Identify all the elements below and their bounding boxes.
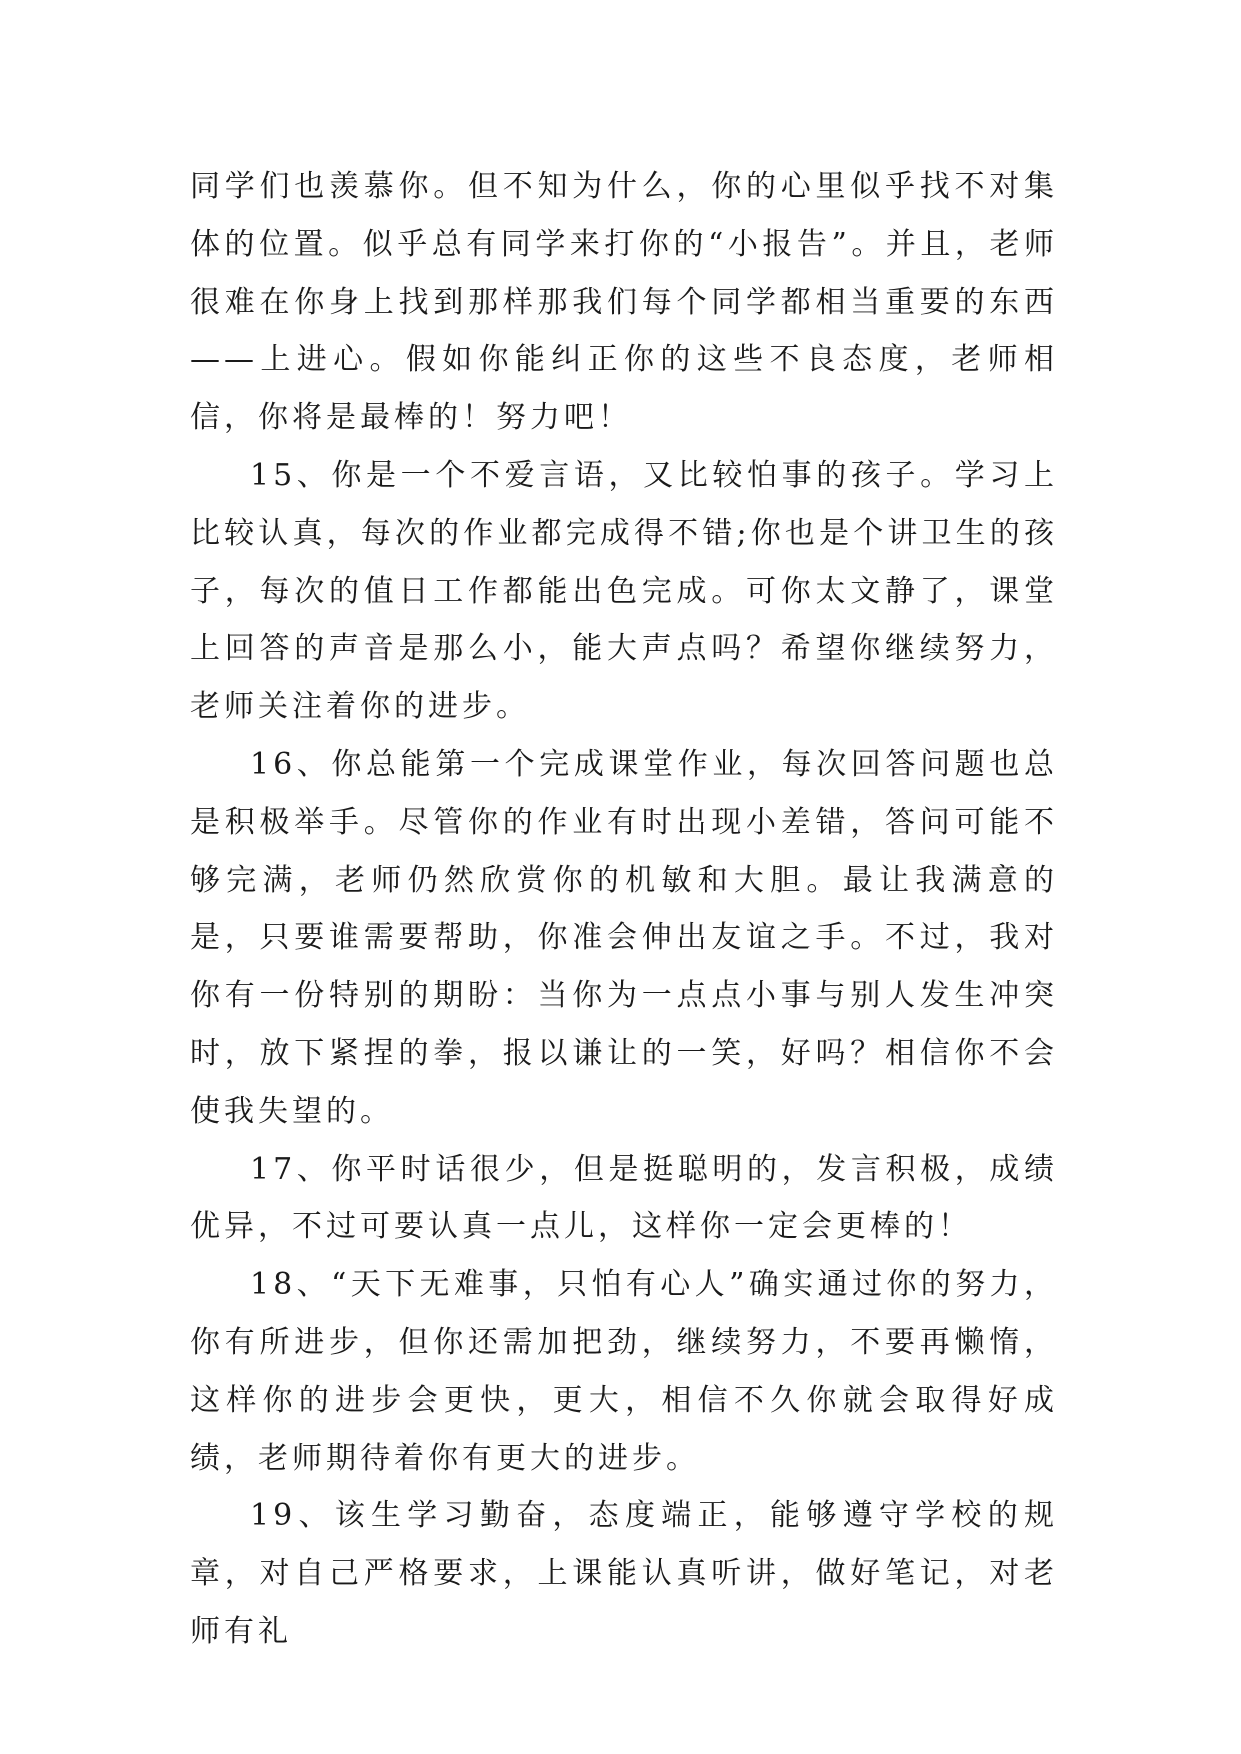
paragraph-comment-15: 15、你是一个不爱言语，又比较怕事的孩子。学习上比较认真，每次的作业都完成得不错;你也是个讲卫生的孩子，每次的值日工作都能出色完成。可你太文静了，课堂上回答的声音是那么小，能大声点吗？希望你继续努力，老师关注着你的进步。 [190,457,1058,725]
document-body [190,158,1058,1661]
paragraph-continuation: 同学们也羡慕你。但不知为什么，你的心里似乎找不对集体的位置。似乎总有同学来打你的“小报告”。并且，老师很难在你身上找到那样那我们每个同学都相当重要的东西——上进心。假如你能纠正你的这些不良态度，老师相信，你将是最棒的！努力吧！ [190,169,1058,436]
paragraph-comment-19: 19、该生学习勤奋，态度端正，能够遵守学校的规章，对自己严格要求，上课能认真听讲，做好笔记，对老师有礼 [190,1498,1058,1649]
paragraph-comment-16: 16、你总能第一个完成课堂作业，每次回答问题也总是积极举手。尽管你的作业有时出现小差错，答问可能不够完满，老师仍然欣赏你的机敏和大胆。最让我满意的是，只要谁需要帮助，你准会伸出友谊之手。不过，我对你有一份特别的期盼：当你为一点点小事与别人发生冲突时，放下紧捏的拳，报以谦让的一笑，好吗？相信你不会使我失望的。 [190,746,1058,1129]
paragraph-comment-18: 18、“天下无难事，只怕有心人”确实通过你的努力，你有所进步，但你还需加把劲，继续努力，不要再懒惰，这样你的进步会更快，更大，相信不久你就会取得好成绩，老师期待着你有更大的进步。 [190,1267,1058,1476]
paragraph-comment-17: 17、你平时话很少，但是挺聪明的，发言积极，成绩优异，不过可要认真一点儿，这样你一定会更棒的！ [190,1151,1058,1245]
